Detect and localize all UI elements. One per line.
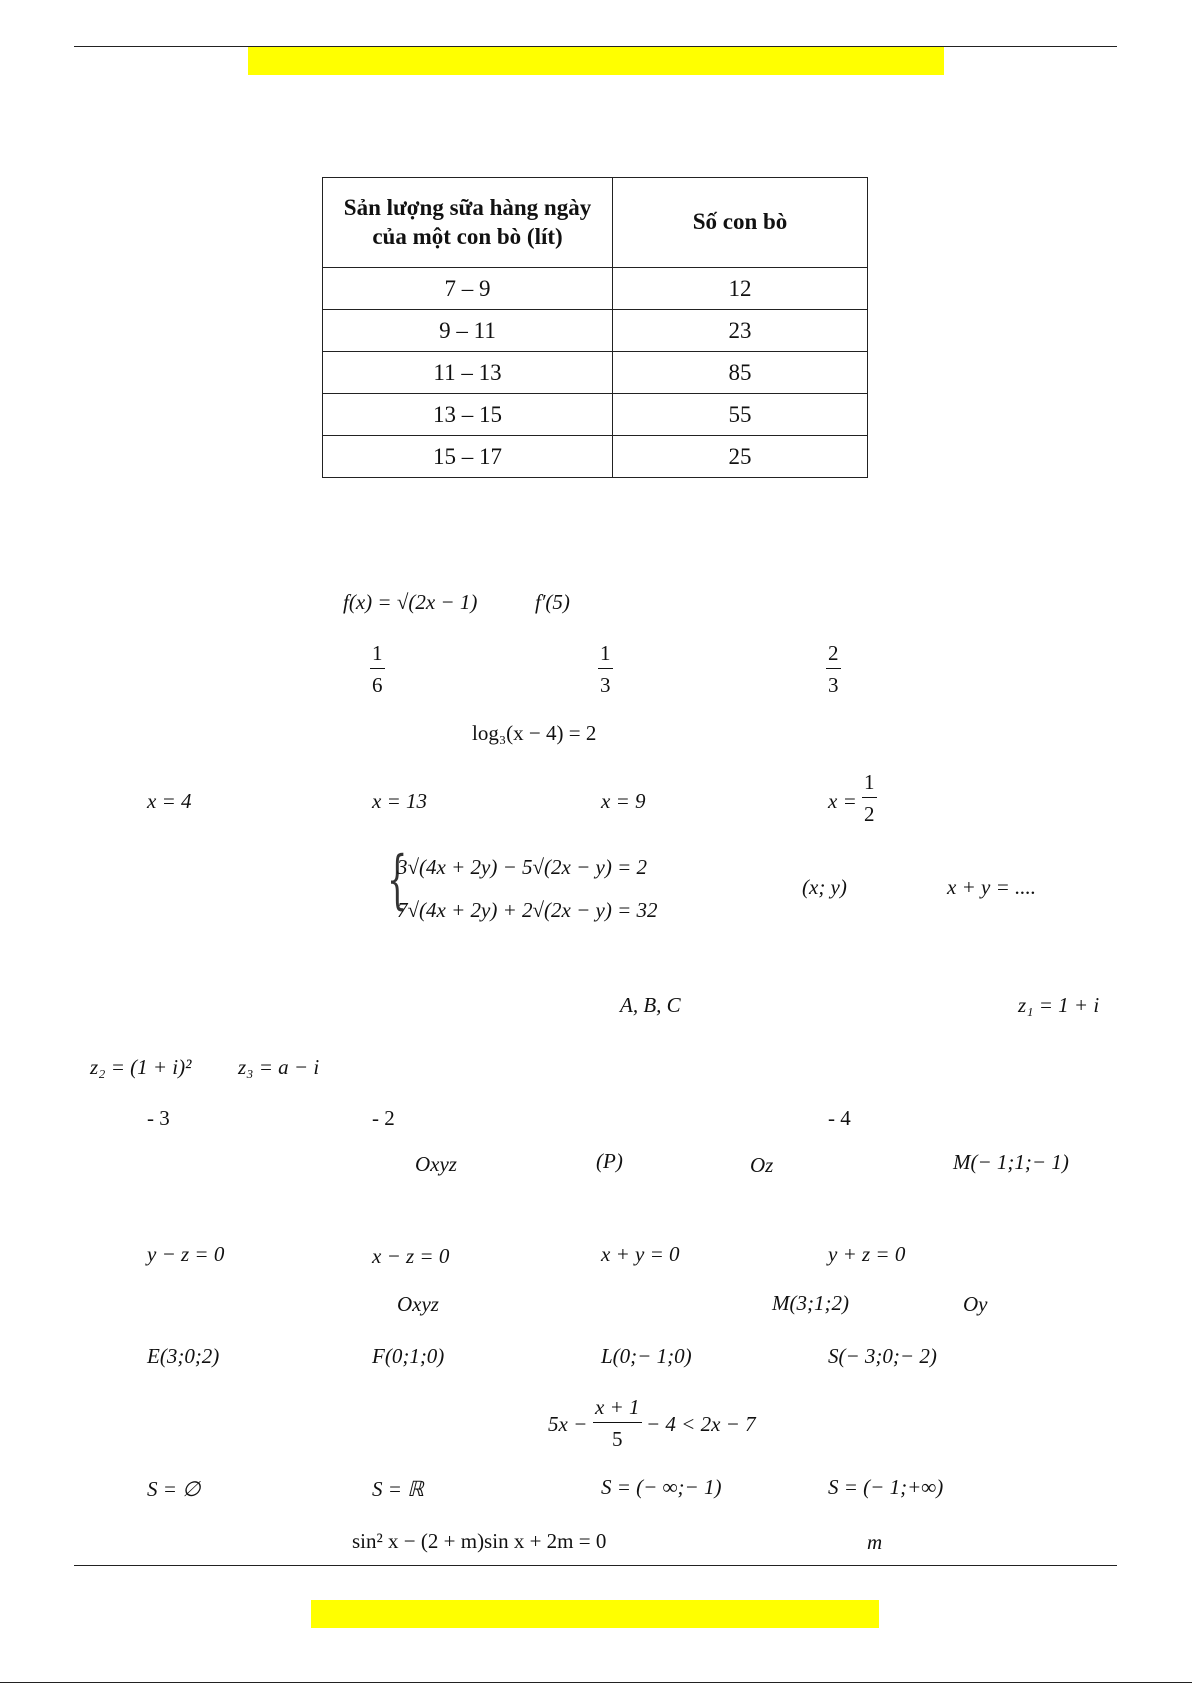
q1-option-d <box>826 643 841 696</box>
q3-equation-2: 7√(4x + 2y) + 2√(2x − y) = 32 <box>397 898 658 922</box>
q7-option-b: S = ℝ <box>372 1477 424 1501</box>
table-cell: 12 <box>613 268 868 310</box>
table-cell: 85 <box>613 352 868 394</box>
q2-option-d-fraction <box>862 772 877 825</box>
q7-option-a: S = ∅ <box>147 1477 201 1501</box>
q7-rhs: − 4 < 2x − 7 <box>646 1412 756 1436</box>
q2-option-b: x = 13 <box>372 789 427 813</box>
q6-option-d: S(− 3;0;− 2) <box>828 1344 937 1368</box>
header-highlight-band <box>248 47 944 75</box>
fraction-numerator: 2 <box>826 643 841 669</box>
table-cell: 9 – 11 <box>323 310 613 352</box>
q8-param: m <box>867 1530 883 1554</box>
q5-option-d: y + z = 0 <box>828 1242 906 1266</box>
q1-option-c <box>598 643 613 696</box>
q5-system: Oxyz <box>415 1152 457 1176</box>
q5-option-a: y − z = 0 <box>147 1242 225 1266</box>
fraction-numerator: x + 1 <box>593 1397 642 1423</box>
q5-option-c: x + y = 0 <box>601 1242 680 1266</box>
fraction-denominator: 3 <box>828 673 839 697</box>
q7-lhs: 5x − <box>548 1412 588 1436</box>
q6-option-a: E(3;0;2) <box>147 1344 220 1368</box>
q4-z2: z₂ = (1 + i)² <box>90 1055 192 1079</box>
table-cell: 13 – 15 <box>323 394 613 436</box>
table-cell: 11 – 13 <box>323 352 613 394</box>
table-row <box>323 436 868 478</box>
q5-plane: (P) <box>596 1149 623 1173</box>
q2-option-a: x = 4 <box>147 789 192 813</box>
fraction-denominator: 3 <box>600 673 611 697</box>
q4-option-b: - 2 <box>372 1106 395 1130</box>
footer-highlight-band <box>311 1600 879 1628</box>
q8-equation: sin² x − (2 + m)sin x + 2m = 0 <box>352 1529 607 1553</box>
q2-option-d-lhs: x = <box>828 789 857 813</box>
q4-z1: z₁ = 1 + i <box>1018 993 1100 1017</box>
table-cell: 7 – 9 <box>323 268 613 310</box>
q4-points: A, B, C <box>620 993 681 1017</box>
milk-yield-table <box>322 177 868 478</box>
fraction-numerator: 1 <box>598 643 613 669</box>
q1-derivative: f′(5) <box>535 590 570 614</box>
q7-option-c: S = (− ∞;− 1) <box>601 1475 722 1499</box>
q6-system: Oxyz <box>397 1292 439 1316</box>
q6-option-c: L(0;− 1;0) <box>601 1344 692 1368</box>
fraction-denominator: 5 <box>612 1427 623 1451</box>
table-row <box>323 394 868 436</box>
page-bottom-rule <box>0 1682 1192 1683</box>
table-header-row <box>323 178 868 268</box>
q1-option-b <box>370 643 385 696</box>
q6-option-b: F(0;1;0) <box>372 1344 445 1368</box>
footer-rule <box>74 1565 1117 1566</box>
q3-pair: (x; y) <box>802 875 847 899</box>
q4-z3: z₃ = a − i <box>238 1055 320 1079</box>
fraction-numerator: 1 <box>370 643 385 669</box>
q4-option-d: - 4 <box>828 1106 851 1130</box>
q4-option-a: - 3 <box>147 1106 170 1130</box>
table-row <box>323 310 868 352</box>
table-cell: 15 – 17 <box>323 436 613 478</box>
q5-point: M(− 1;1;− 1) <box>953 1150 1069 1174</box>
table-cell: 25 <box>613 436 868 478</box>
q6-point: M(3;1;2) <box>772 1291 849 1315</box>
header-milk-yield: Sản lượng sữa hàng ngày của một con bò (lít) <box>323 178 613 268</box>
q2-equation: log₃(x − 4) = 2 <box>472 721 597 745</box>
table-cell: 55 <box>613 394 868 436</box>
q5-option-b: x − z = 0 <box>372 1244 450 1268</box>
table-row <box>323 352 868 394</box>
q3-equation-1: 3√(4x + 2y) − 5√(2x − y) = 2 <box>397 855 647 879</box>
q1-function: f(x) = √(2x − 1) <box>343 590 478 614</box>
table-row <box>323 268 868 310</box>
q7-option-d: S = (− 1;+∞) <box>828 1475 944 1499</box>
header-cow-count: Số con bò <box>613 178 868 268</box>
q7-fraction <box>593 1397 642 1450</box>
q3-ask: x + y = .... <box>947 875 1036 899</box>
fraction-numerator: 1 <box>862 772 877 798</box>
table-cell: 23 <box>613 310 868 352</box>
q6-axis: Oy <box>963 1292 988 1316</box>
q5-axis: Oz <box>750 1153 774 1177</box>
q2-option-c: x = 9 <box>601 789 646 813</box>
fraction-denominator: 6 <box>372 673 383 697</box>
system-brace-icon: { <box>387 843 408 917</box>
fraction-denominator: 2 <box>864 802 875 826</box>
